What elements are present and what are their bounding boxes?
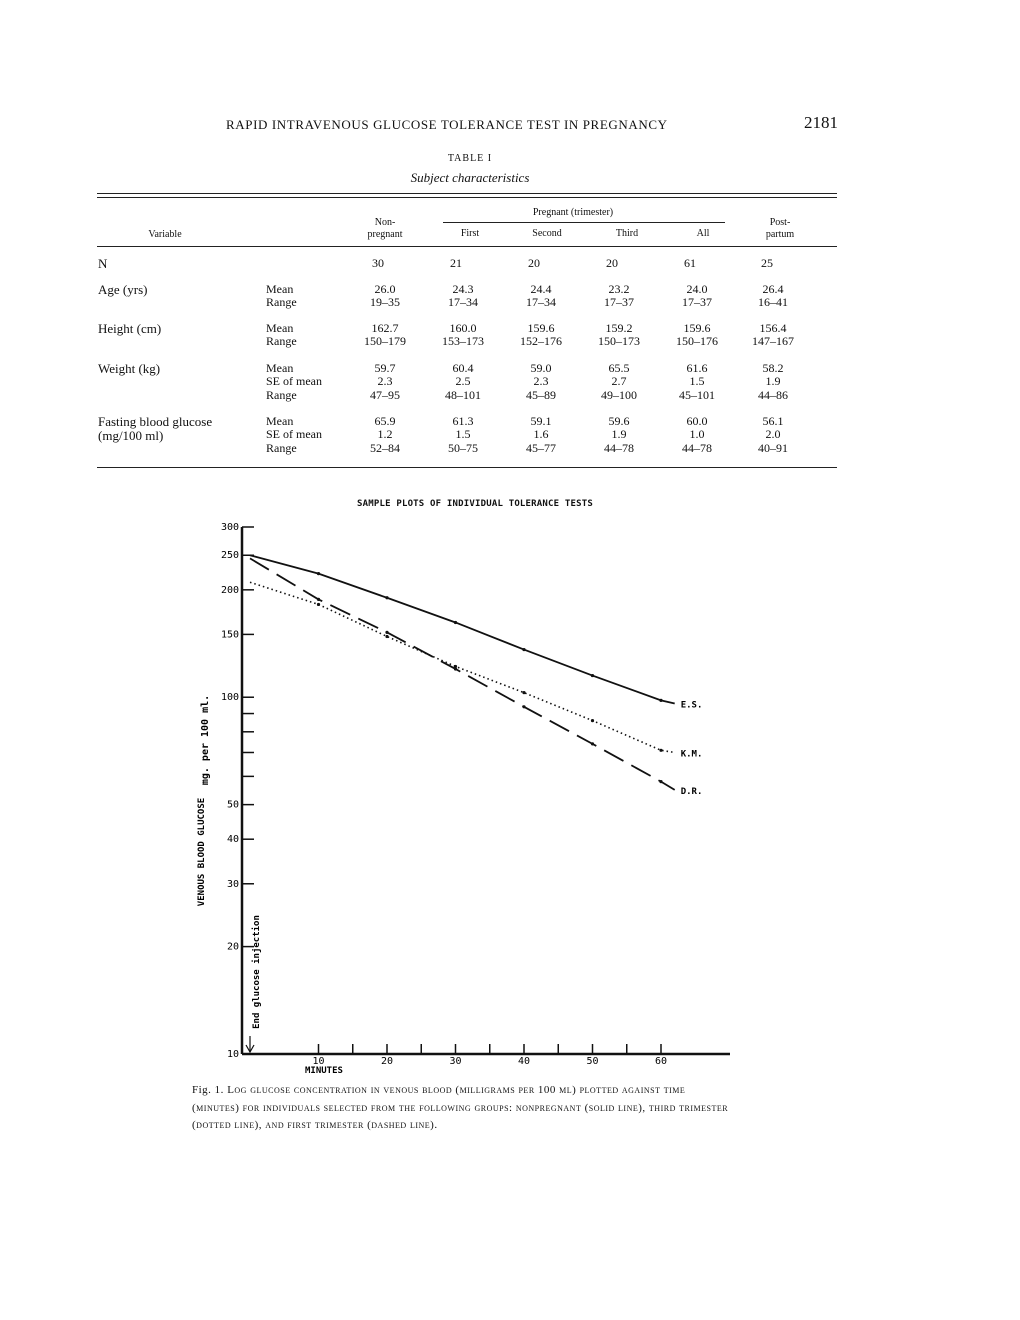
data-point [659,749,662,752]
cell-value: 30 [372,256,384,270]
y-axis-label-2: VENOUS BLOOD GLUCOSE [197,797,207,907]
cell-value: 20 [528,256,540,270]
cell-value: 56.1 2.0 40–91 [758,414,788,455]
series-label: K.M. [680,749,703,760]
caption-text: Log glucose concentration in venous blood (milligrams per 100 ml) plotted against time (minutes) for individuals selected from the following groups: nonpregnant (solid line), third trimester (dotted line), and first trimester (dashed line). [192,1084,729,1132]
row-stats: Mean SE of mean Range [266,414,322,455]
x-tick-label: 10 [312,1056,325,1067]
data-point [385,596,388,599]
data-point [591,674,594,677]
x-tick-label: 60 [654,1056,668,1067]
cell-value: 60.0 1.0 44–78 [682,414,712,455]
col-nonpregnant: Non- pregnant [367,217,403,240]
x-tick-label: 40 [517,1056,531,1067]
injection-annotation: End glucose injection [252,915,262,1029]
data-point [317,598,320,601]
row-stats: Mean Range [266,282,297,310]
cell-value: 59.6 1.9 44–78 [604,414,634,455]
series-label: D.R. [680,786,703,797]
x-tick-label: 30 [449,1056,462,1067]
row-variable: Height (cm) [98,321,162,336]
row-variable: N [98,256,108,271]
y-tick-label: 50 [226,799,239,811]
data-point [385,631,388,634]
y-tick-label: 250 [220,550,239,562]
row-variable: Weight (kg) [98,361,161,376]
running-head: RAPID INTRAVENOUS GLUCOSE TOLERANCE TEST IN PREGNANCY [226,117,668,132]
row-variable: Age (yrs) [98,282,148,297]
y-tick-label: 30 [226,878,239,890]
series-line [250,558,675,789]
x-axis-label: MINUTES [305,1066,343,1076]
y-tick-label: 300 [220,522,239,533]
injection-arrow [246,1036,254,1052]
cell-value: 65.9 1.2 52–84 [370,414,400,455]
col-first: First [460,228,480,239]
data-point [522,705,525,708]
col-pregnant-group: Pregnant (trimester) [532,207,614,218]
row-variable: Fasting blood glucose (mg/100 ml) [98,414,213,444]
data-point [659,780,662,783]
cell-value: 59.0 2.3 45–89 [526,361,556,402]
cell-value: 59.7 2.3 47–95 [370,361,400,402]
cell-value: 156.4 147–167 [752,321,794,349]
data-point [659,699,662,702]
cell-value: 159.6 150–176 [676,321,718,349]
cell-value: 24.3 17–34 [448,282,478,310]
cell-value: 25 [761,256,773,270]
figure-title: SAMPLE PLOTS OF INDIVIDUAL TOLERANCE TESTS [357,499,593,509]
x-tick-label: 50 [586,1056,599,1067]
table-title: Subject characteristics [410,170,530,185]
cell-value: 23.2 17–37 [604,282,634,310]
figure-caption [192,1082,732,1135]
cell-value: 59.1 1.6 45–77 [526,414,556,455]
data-point [317,572,320,575]
data-point [454,667,457,670]
cell-value: 160.0 153–173 [442,321,484,349]
cell-value: 61.6 1.5 45–101 [679,361,715,402]
page-number: 2181 [804,113,838,132]
cell-value: 24.4 17–34 [526,282,556,310]
cell-value: 159.6 152–176 [520,321,562,349]
cell-value: 24.0 17–37 [682,282,712,310]
cell-value: 159.2 150–173 [598,321,640,349]
caption-lead: Fig. 1. [192,1084,224,1096]
cell-value: 61 [684,256,696,270]
series-line [250,582,675,752]
cell-value: 61.3 1.5 50–75 [448,414,478,455]
x-tick-label: 20 [380,1056,394,1067]
col-second: Second [532,228,562,239]
table-label: TABLE I [447,153,493,164]
col-all: All [696,228,710,239]
y-tick-label: 10 [226,1049,239,1060]
data-point [454,621,457,624]
y-axis-label: mg. per 100 ml. [200,694,211,786]
y-tick-label: 100 [220,692,239,704]
row-stats: Mean SE of mean Range [266,361,322,402]
row-stats: Mean Range [266,321,297,349]
data-point [385,635,388,638]
col-third: Third [615,228,639,239]
y-tick-label: 40 [226,834,239,846]
data-point [522,648,525,651]
cell-value: 65.5 2.7 49–100 [601,361,637,402]
data-point [317,603,320,606]
cell-value: 26.4 16–41 [758,282,788,310]
cell-value: 26.0 19–35 [370,282,400,310]
cell-value: 162.7 150–179 [364,321,406,349]
series-label: E.S. [680,700,703,711]
cell-value: 20 [606,256,618,270]
cell-value: 58.2 1.9 44–86 [758,361,788,402]
data-point [591,719,594,722]
cell-value: 21 [450,256,462,270]
y-tick-label: 150 [220,629,239,641]
col-variable: Variable [148,229,182,240]
y-tick-label: 20 [226,941,239,953]
y-tick-label: 200 [220,584,239,596]
data-point [522,691,525,694]
col-postpartum: Post- partum [765,217,795,240]
data-point [591,742,594,745]
cell-value: 60.4 2.5 48–101 [445,361,481,402]
series-line [250,555,675,703]
